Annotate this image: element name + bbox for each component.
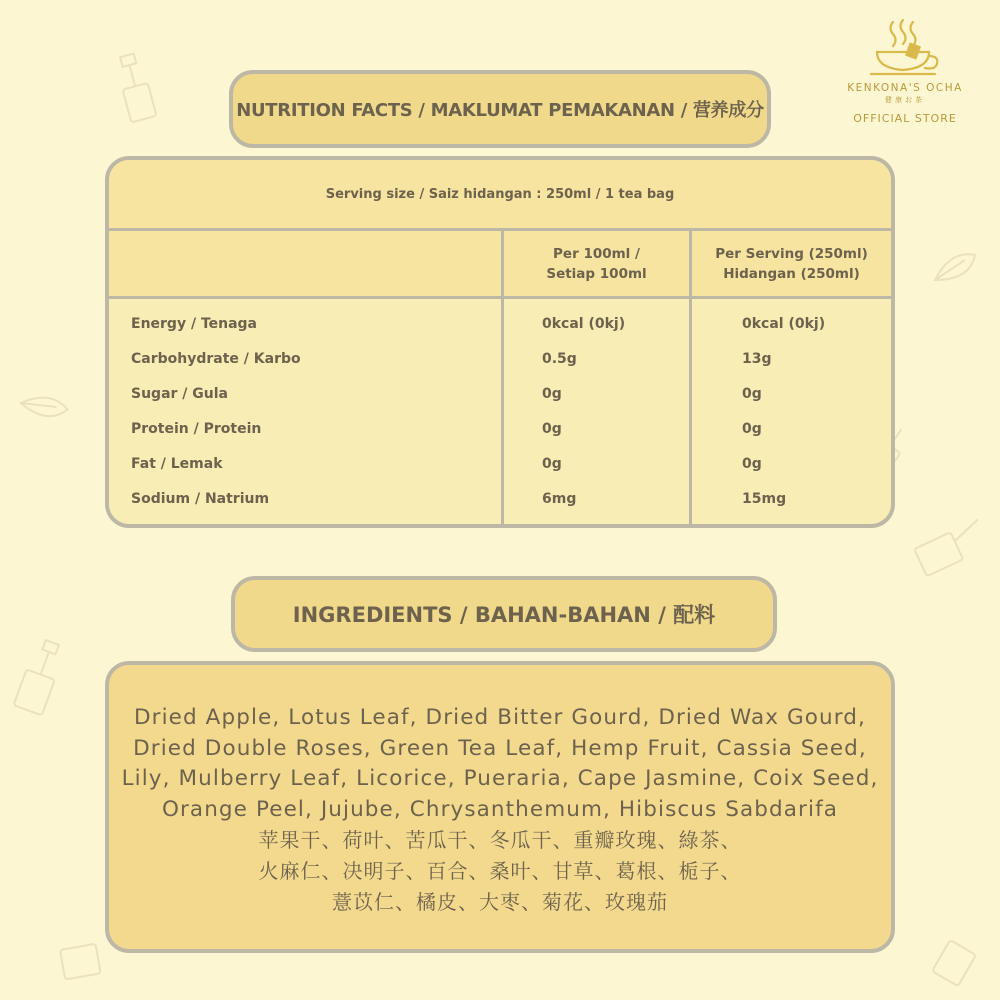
teabag-doodle-icon <box>914 519 990 576</box>
ingredients-line-en: Lily, Mulberry Leaf, Licorice, Pueraria, Cape Jasmine, Coix Seed, <box>121 766 879 792</box>
per-100ml-value: 0g <box>542 386 562 402</box>
teabag-doodle-icon <box>932 940 976 986</box>
column-header-per-serving: Per Serving (250ml) Hidangan (250ml) <box>715 245 868 282</box>
ingredients-line-cn: 火麻仁、决明子、百合、桑叶、甘草、葛根、栀子、 <box>258 858 742 883</box>
nutrient-label: Protein / Protein <box>131 421 262 437</box>
teabag-doodle-icon <box>60 944 101 980</box>
brand-name: KENKONA'S OCHA <box>847 82 963 94</box>
per-serving-value: 0g <box>742 386 762 402</box>
leaf-doodle-icon <box>935 254 975 280</box>
teacup-icon <box>863 18 947 80</box>
nutrient-label: Energy / Tenaga <box>131 316 258 332</box>
nutrient-label: Sodium / Natrium <box>131 491 270 507</box>
teabag-doodle-icon <box>14 637 67 715</box>
table-row <box>109 343 891 378</box>
nutrition-rows <box>109 308 891 518</box>
brand-logo <box>830 18 980 125</box>
nutrient-label: Sugar / Gula <box>131 386 228 402</box>
ingredients-line-en: Dried Apple, Lotus Leaf, Dried Bitter Gourd, Dried Wax Gourd, <box>134 705 866 730</box>
ingredients-line-en: Dried Double Roses, Green Tea Leaf, Hemp Fruit, Cassia Seed, <box>133 735 867 761</box>
table-row <box>109 308 891 343</box>
serving-size: Serving size / Saiz hidangan : 250ml / 1 tea bag <box>109 160 891 231</box>
per-serving-value: 15mg <box>742 491 787 507</box>
per-100ml-value: 0g <box>542 421 562 437</box>
ingredients-title: INGREDIENTS / BAHAN-BAHAN / 配料 <box>231 576 777 652</box>
ingredients-list <box>109 703 891 917</box>
leaf-doodle-icon <box>21 383 68 428</box>
per-serving-value: 13g <box>742 351 772 367</box>
nutrient-label: Carbohydrate / Karbo <box>131 351 301 367</box>
official-store-label: OFFICIAL STORE <box>853 112 957 125</box>
per-100ml-value: 0.5g <box>542 351 577 367</box>
per-serving-value: 0g <box>742 421 762 437</box>
nutrient-label: Fat / Lemak <box>131 456 223 472</box>
column-header-per-100ml: Per 100ml / Setiap 100ml <box>546 245 647 282</box>
ingredients-line-cn: 苹果干、荷叶、苦瓜干、冬瓜干、重瓣玫瑰、綠茶、 <box>258 828 742 853</box>
ingredients-line-en: Orange Peel, Jujube, Chrysanthemum, Hibiscus Sabdarifa <box>161 796 839 822</box>
per-100ml-value: 6mg <box>542 491 577 507</box>
per-100ml-value: 0g <box>542 456 562 472</box>
table-row <box>109 483 891 518</box>
per-serving-value: 0g <box>742 456 762 472</box>
per-serving-value: 0kcal (0kj) <box>742 316 826 332</box>
table-row <box>109 448 891 483</box>
table-row <box>109 413 891 448</box>
table-header-row <box>109 231 891 299</box>
per-100ml-value: 0kcal (0kj) <box>542 316 626 332</box>
ingredients-line-cn: 薏苡仁、橘皮、大枣、菊花、玫瑰茄 <box>332 889 668 914</box>
table-row <box>109 378 891 413</box>
nutrition-title: NUTRITION FACTS / MAKLUMAT PEMAKANAN / 营养成分 <box>229 70 771 148</box>
teabag-doodle-icon <box>114 52 156 122</box>
ingredients-card <box>105 661 895 953</box>
nutrition-table <box>105 156 895 528</box>
brand-subtitle: 健康お茶 <box>885 96 925 104</box>
